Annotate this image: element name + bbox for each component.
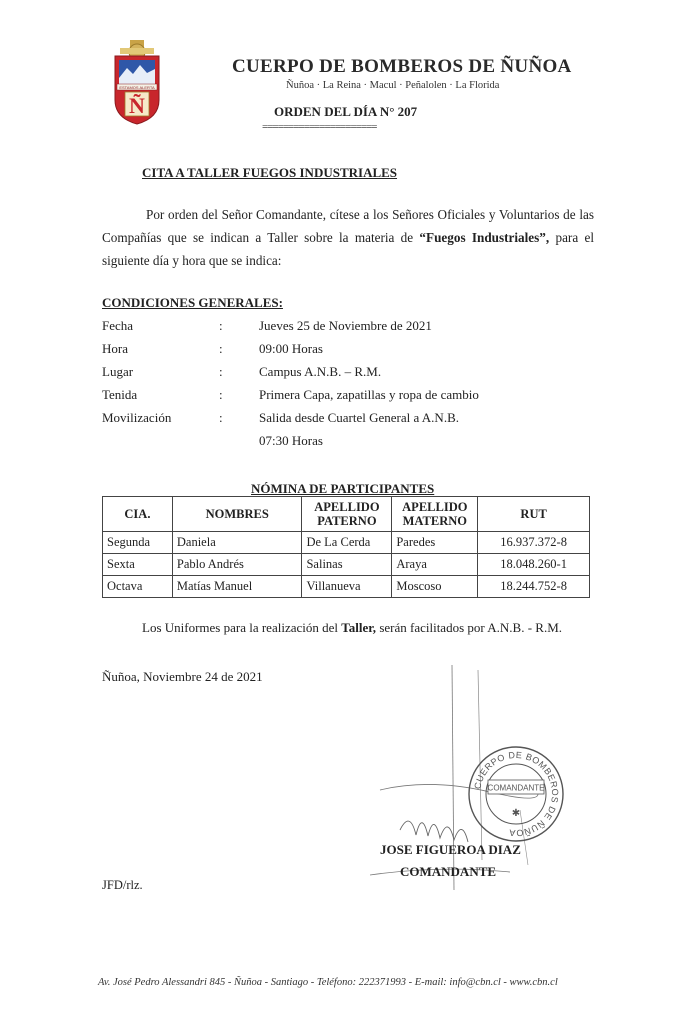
intro-bold: “Fuegos Industriales”,	[419, 230, 550, 245]
footer-address: Av. José Pedro Alessandri 845 - Ñuñoa - Santiago - Teléfono: 222371993 - E-mail: info@cbn.cl - www.cbn.cl	[98, 977, 558, 988]
cell-nombres: Pablo Andrés	[172, 554, 302, 576]
participants-table	[102, 496, 590, 598]
initials: JFD/rlz.	[102, 878, 143, 892]
cell-cia: Segunda	[103, 532, 173, 554]
table-row	[103, 532, 590, 554]
cond-label: Movilización	[102, 410, 172, 425]
intro-text-after: para el siguiente día y hora que se indica:	[102, 230, 594, 268]
header-paterno-line1: APELLIDO	[314, 500, 380, 514]
header-cia: CIA.	[103, 497, 173, 532]
header-rut: RUT	[478, 497, 590, 532]
cond-label: Fecha	[102, 318, 134, 333]
order-title: ORDEN DEL DÍA N° 207	[274, 104, 418, 119]
intro-paragraph	[102, 203, 594, 272]
cell-nombres: Daniela	[172, 532, 302, 554]
cell-rut: 18.048.260-1	[478, 554, 590, 576]
note-after: serán facilitados por A.N.B. - R.M.	[376, 620, 563, 635]
header-nombres: NOMBRES	[172, 497, 302, 532]
participants-title: NÓMINA DE PARTICIPANTES	[251, 481, 435, 496]
cell-paterno: Villanueva	[302, 576, 392, 598]
cell-materno: Araya	[392, 554, 478, 576]
stamp-center: COMANDANTE	[487, 783, 545, 793]
header-materno	[392, 497, 478, 532]
cell-materno: Paredes	[392, 532, 478, 554]
communes: Ñuñoa · La Reina · Macul · Peñalolen · La Florida	[286, 80, 500, 91]
stamp-ring-text: CUERPO DE BOMBEROS DE ÑUÑOA	[472, 749, 561, 839]
cond-separator: :	[219, 410, 223, 425]
table-header-row	[103, 497, 590, 532]
cond-value: 09:00 Horas	[259, 341, 323, 356]
cell-cia: Sexta	[103, 554, 173, 576]
order-rule: ======================	[262, 121, 377, 133]
star-icon: ✱	[511, 808, 521, 819]
crest-letter: Ñ	[129, 93, 145, 118]
cond-value: Primera Capa, zapatillas y ropa de cambio	[259, 387, 479, 402]
signer-role: COMANDANTE	[400, 864, 497, 879]
cell-nombres: Matías Manuel	[172, 576, 302, 598]
cell-materno: Moscoso	[392, 576, 478, 598]
table-row	[103, 554, 590, 576]
cond-separator: :	[219, 387, 223, 402]
note-before: Los Uniformes para la realización del	[142, 620, 342, 635]
cond-label: Hora	[102, 341, 128, 356]
place-date: Ñuñoa, Noviembre 24 de 2021	[102, 669, 263, 684]
cell-paterno: Salinas	[302, 554, 392, 576]
cell-rut: 16.937.372-8	[478, 532, 590, 554]
cond-label: Lugar	[102, 364, 134, 379]
uniform-note	[142, 620, 562, 636]
cond-separator: :	[219, 318, 223, 333]
cond-value: Campus A.N.B. – R.M.	[259, 364, 382, 379]
cond-separator: :	[219, 364, 223, 379]
cell-rut: 18.244.752-8	[478, 576, 590, 598]
cell-paterno: De La Cerda	[302, 532, 392, 554]
cond-label: Tenida	[102, 387, 138, 402]
cond-value: Jueves 25 de Noviembre de 2021	[259, 318, 432, 333]
header-paterno-line2: PATERNO	[317, 514, 377, 528]
note-bold: Taller,	[341, 620, 377, 635]
crest-banner: ESTAMOS ALERTA	[119, 84, 155, 90]
header-materno-line1: APELLIDO	[402, 500, 468, 514]
comandante-stamp	[466, 744, 566, 844]
header-materno-line2: MATERNO	[402, 514, 467, 528]
cond-value: Salida desde Cuartel General a A.N.B.	[259, 410, 459, 425]
cond-separator: :	[219, 341, 223, 356]
org-name: CUERPO DE BOMBEROS DE ÑUÑOA	[232, 56, 572, 77]
crest-logo	[112, 38, 162, 126]
intro-text-before: Por orden del Señor Comandante, cítese a los Señores Oficiales y Voluntarios de las Compañías que se indican a Taller sobre la materia de	[102, 207, 594, 245]
cond-extra-line: 07:30 Horas	[259, 433, 323, 448]
table-row	[103, 576, 590, 598]
subject-title: CITA A TALLER FUEGOS INDUSTRIALES	[142, 165, 398, 180]
conditions-title: CONDICIONES GENERALES:	[102, 295, 283, 310]
header-paterno	[302, 497, 392, 532]
cell-cia: Octava	[103, 576, 173, 598]
signer-name: JOSE FIGUEROA DIAZ	[380, 842, 521, 857]
